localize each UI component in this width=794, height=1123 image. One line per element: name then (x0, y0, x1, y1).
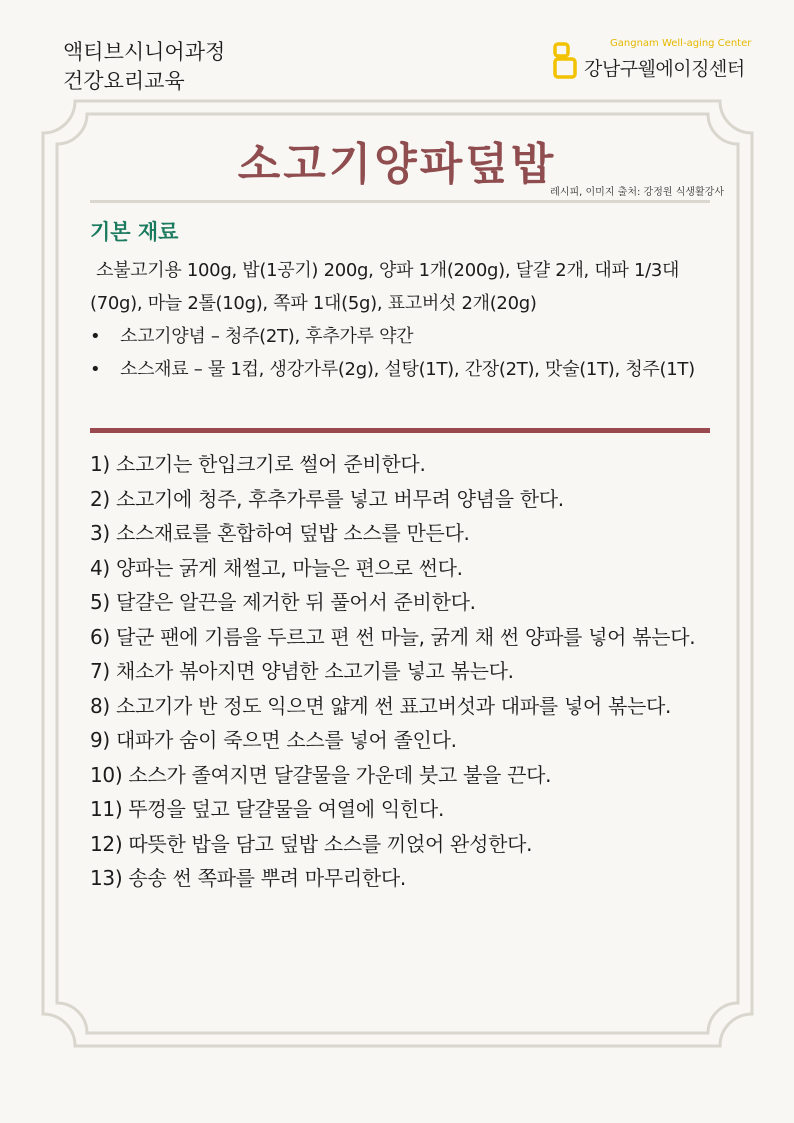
step-item: 9) 대파가 숨이 죽으면 소스를 넣어 졸인다. (90, 728, 457, 752)
step-item: 3) 소스재료를 혼합하여 덮밥 소스를 만든다. (90, 521, 470, 545)
step-item: 11) 뚜껑을 덮고 달걀물을 여열에 익힌다. (90, 797, 444, 821)
bullet-icon: • (90, 326, 101, 347)
sauce-ingredients: 소스재료 – 물 1컵, 생강가루(2g), 설탕(1T), 간장(2T), 맛술(1T), 청주(1T) (120, 359, 695, 380)
step-item: 10) 소스가 졸여지면 달걀물을 가운데 붓고 불을 끈다. (90, 762, 552, 787)
step-item: 2) 소고기에 청주, 후추가루를 넣고 버무려 양념을 한다. (90, 486, 564, 511)
recipe-title: 소고기양파덮밥 (237, 139, 557, 190)
step-item: 8) 소고기가 반 정도 익으면 얇게 썬 표고버섯과 대파를 넣어 볶는다. (90, 693, 672, 718)
center-logo (552, 38, 762, 86)
recipe-steps (90, 447, 740, 896)
program-subtitle: 건강요리교육 (63, 69, 185, 93)
ingredients-heading: 기본 재료 (90, 220, 179, 244)
ingredients-main: 소불고기용 100g, 밥(1공기) 200g, 양파 1개(200g), 달걀 2개, 대파 1/3대(70g), 마늘 2톨(10g), 쪽파 1대(5g), 표고버섯 2개(20g) (90, 260, 680, 314)
step-item: 6) 달군 팬에 기름을 두르고 편 썬 마늘, 굵게 채 썬 양파를 넣어 볶는다. (90, 624, 696, 649)
logo-mark-icon (552, 42, 578, 80)
step-item: 5) 달걀은 알끈을 제거한 뒤 풀어서 준비한다. (90, 590, 476, 614)
program-label (63, 38, 225, 96)
ingredients-block (90, 254, 730, 386)
step-item: 1) 소고기는 한입크기로 썰어 준비한다. (90, 452, 426, 476)
image-credit: 레시피, 이미지 출처: 강정원 식생활강사 (550, 187, 724, 198)
logo-korean-text: 강남구웰에이징센터 (584, 58, 745, 80)
title-divider (90, 200, 710, 203)
step-item: 13) 송송 썬 쪽파를 뿌려 마무리한다. (90, 866, 406, 890)
ingredients-bullet-list (90, 320, 730, 386)
section-divider (90, 428, 710, 433)
bullet-icon: • (90, 359, 101, 380)
program-title: 액티브시니어과정 (63, 40, 226, 64)
step-item: 4) 양파는 굵게 채썰고, 마늘은 편으로 썬다. (90, 555, 463, 580)
list-item (90, 353, 730, 386)
step-item: 7) 채소가 볶아지면 양념한 소고기를 넣고 볶는다. (90, 659, 514, 683)
seasoning-ingredients: 소고기양념 – 청주(2T), 후추가루 약간 (120, 326, 414, 347)
logo-english-text: Gangnam Well-aging Center (610, 38, 752, 49)
step-item: 12) 따뜻한 밥을 담고 덮밥 소스를 끼얹어 완성한다. (90, 831, 533, 856)
list-item (90, 320, 730, 353)
